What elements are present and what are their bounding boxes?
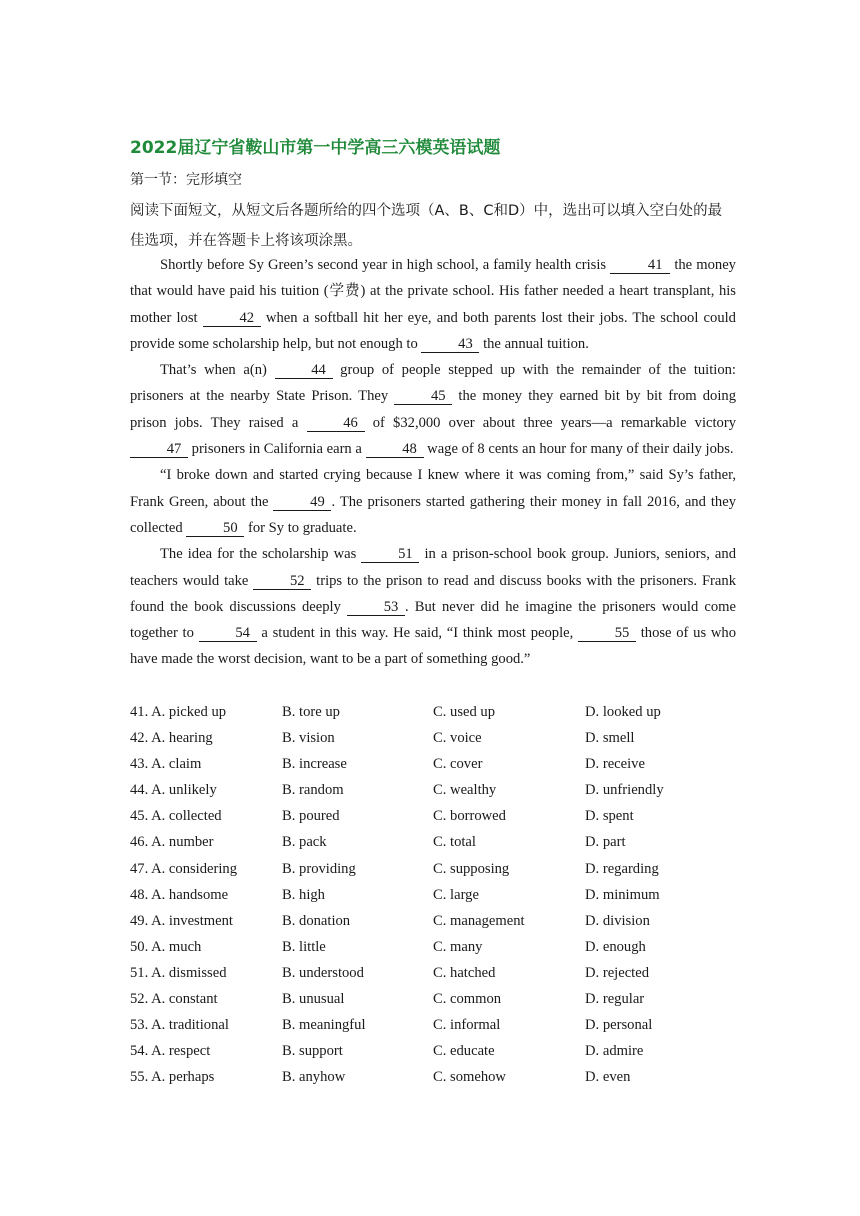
question-row — [130, 857, 736, 883]
option-d: D. even — [585, 1069, 631, 1086]
option-d: D. regular — [585, 991, 645, 1008]
question-row — [130, 883, 736, 909]
text: prisoners in California earn a — [188, 441, 366, 458]
text: group of people stepped up with the remainder of the tuition: prisoners at the nearby State Prison. They — [130, 362, 736, 405]
option-b: B. tore up — [282, 704, 340, 720]
option-a: 51. A. dismissed — [130, 964, 227, 981]
option-c: C. cover — [433, 756, 483, 773]
option-c: C. total — [433, 834, 476, 851]
option-b: B. understood — [282, 964, 364, 981]
option-b: B. meaningful — [282, 1017, 366, 1034]
option-c: C. supposing — [433, 860, 510, 877]
option-c: C. large — [433, 886, 479, 903]
blank-42: 42 — [203, 310, 261, 327]
question-row — [130, 1013, 736, 1039]
option-b: B. increase — [282, 756, 347, 773]
paragraph-2 — [130, 357, 736, 462]
option-b: B. anyhow — [282, 1069, 346, 1086]
blank-41: 41 — [610, 257, 670, 274]
paragraph-4 — [130, 541, 736, 672]
option-d: D. regarding — [585, 860, 659, 877]
text: Shortly before Sy Green’s second year in high school, a family health crisis — [160, 257, 611, 273]
blank-48: 48 — [366, 441, 424, 458]
option-d: D. looked up — [585, 704, 661, 720]
option-b: B. pack — [282, 834, 327, 851]
exam-title: 2022届辽宁省鞍山市第一中学高三六模英语试题 — [130, 138, 501, 158]
option-c: C. wealthy — [433, 782, 497, 799]
option-c: C. many — [433, 938, 483, 955]
option-c: C. borrowed — [433, 808, 506, 825]
question-row — [130, 1039, 736, 1065]
text: . But never did he imagine the prisoners would come together to — [130, 598, 737, 642]
option-d: D. smell — [585, 730, 635, 747]
option-b: B. random — [282, 782, 344, 799]
question-row — [130, 935, 736, 961]
option-d: D. receive — [585, 756, 645, 773]
blank-54: 54 — [199, 625, 257, 642]
question-row — [130, 726, 736, 752]
text: when a softball hit her eye, and both parents lost their jobs. The school could provide some scholarship help, but not enough to — [130, 309, 736, 352]
option-b: B. vision — [282, 730, 335, 747]
blank-53: 53 — [347, 599, 405, 616]
option-c: C. somehow — [433, 1069, 506, 1086]
blank-44: 44 — [275, 362, 333, 379]
blank-43: 43 — [421, 336, 479, 353]
option-a: 53. A. traditional — [130, 1017, 229, 1034]
text: those of us who have made the worst decision, want to be a part of something good.” — [130, 625, 736, 668]
option-a: 43. A. claim — [130, 756, 202, 773]
option-c: C. hatched — [433, 964, 496, 981]
option-a: 55. A. perhaps — [130, 1069, 215, 1086]
option-b: B. providing — [282, 860, 356, 877]
text: the money that would have paid his tuition (学费) at the private school. His father needed a heart transplant, his mother lost — [130, 257, 736, 326]
question-row — [130, 987, 736, 1013]
blank-45: 45 — [394, 388, 452, 405]
text: the money they earned bit by bit from doing prison jobs. They raised a — [130, 388, 736, 431]
option-b: B. unusual — [282, 991, 345, 1008]
paragraph-1 — [130, 252, 736, 357]
option-a: 44. A. unlikely — [130, 782, 217, 799]
question-row — [130, 830, 736, 856]
text: the annual tuition. — [479, 335, 589, 352]
option-d: D. rejected — [585, 964, 650, 981]
option-a: 54. A. respect — [130, 1043, 211, 1060]
blank-51: 51 — [361, 546, 419, 563]
blank-49: 49 — [273, 494, 331, 511]
option-d: D. unfriendly — [585, 782, 664, 799]
option-d: D. spent — [585, 808, 634, 825]
option-d: D. part — [585, 834, 626, 851]
option-a: 42. A. hearing — [130, 730, 213, 747]
option-d: D. enough — [585, 938, 646, 955]
text: “I broke down and started crying because I knew where it was coming from,” said Sy’s father, Frank Green, about the — [130, 467, 736, 510]
question-row — [130, 778, 736, 804]
option-c: C. voice — [433, 730, 482, 747]
option-b: B. support — [282, 1043, 343, 1060]
option-a: 46. A. number — [130, 834, 214, 851]
option-d: D. admire — [585, 1043, 644, 1060]
paragraph-3 — [130, 462, 736, 541]
option-a: 47. A. considering — [130, 860, 238, 877]
option-d: D. division — [585, 912, 650, 929]
text: wage of 8 cents an hour for many of their daily jobs. — [423, 441, 734, 458]
text: . The prisoners started gathering their money in fall 2016, and they collected — [130, 493, 736, 536]
text: The idea for the scholarship was — [160, 546, 362, 563]
question-row — [130, 804, 736, 830]
text: That’s when a(n) — [160, 362, 275, 379]
text: trips to the prison to read and discuss books with the prisoners. Frank found the book discussions deeply — [130, 572, 736, 615]
blank-52: 52 — [253, 573, 311, 590]
instructions: 阅读下面短文，从短文后各题所给的四个选项（A、B、C和D）中，选出可以填入空白处的最佳选项，并在答题卡上将该项涂黑。 — [130, 203, 723, 249]
question-row — [130, 1065, 736, 1091]
option-c: C. management — [433, 912, 525, 929]
blank-50: 50 — [186, 520, 244, 537]
option-b: B. little — [282, 938, 326, 955]
cloze-passage — [130, 252, 736, 673]
text: of $32,000 over about three years—a remarkable victory — [364, 414, 737, 431]
text: in a prison-school book group. Juniors, seniors, and teachers would take — [130, 546, 736, 589]
option-b: B. donation — [282, 912, 351, 929]
option-a: 48. A. handsome — [130, 886, 229, 903]
option-a: 49. A. investment — [130, 912, 233, 929]
option-b: B. high — [282, 886, 325, 903]
text: a student in this way. He said, “I think most people, — [256, 625, 578, 642]
question-row — [130, 752, 736, 778]
option-a: 45. A. collected — [130, 808, 222, 825]
option-a: 50. A. much — [130, 938, 202, 955]
option-a: 52. A. constant — [130, 991, 218, 1008]
section-label: 第一节：完形填空 — [130, 172, 242, 188]
option-b: B. poured — [282, 808, 340, 825]
blank-46: 46 — [307, 415, 365, 432]
blank-55: 55 — [578, 625, 636, 642]
option-c: C. used up — [433, 704, 496, 720]
option-c: C. common — [433, 991, 502, 1008]
question-row — [130, 700, 736, 726]
option-c: C. informal — [433, 1017, 501, 1034]
answer-options — [130, 700, 736, 1091]
question-row — [130, 909, 736, 935]
text: for Sy to graduate. — [244, 519, 357, 536]
option-d: D. personal — [585, 1017, 653, 1034]
option-a: 41. A. picked up — [130, 704, 227, 720]
option-c: C. educate — [433, 1043, 495, 1060]
question-row — [130, 961, 736, 987]
option-d: D. minimum — [585, 886, 660, 903]
blank-47: 47 — [130, 441, 188, 458]
